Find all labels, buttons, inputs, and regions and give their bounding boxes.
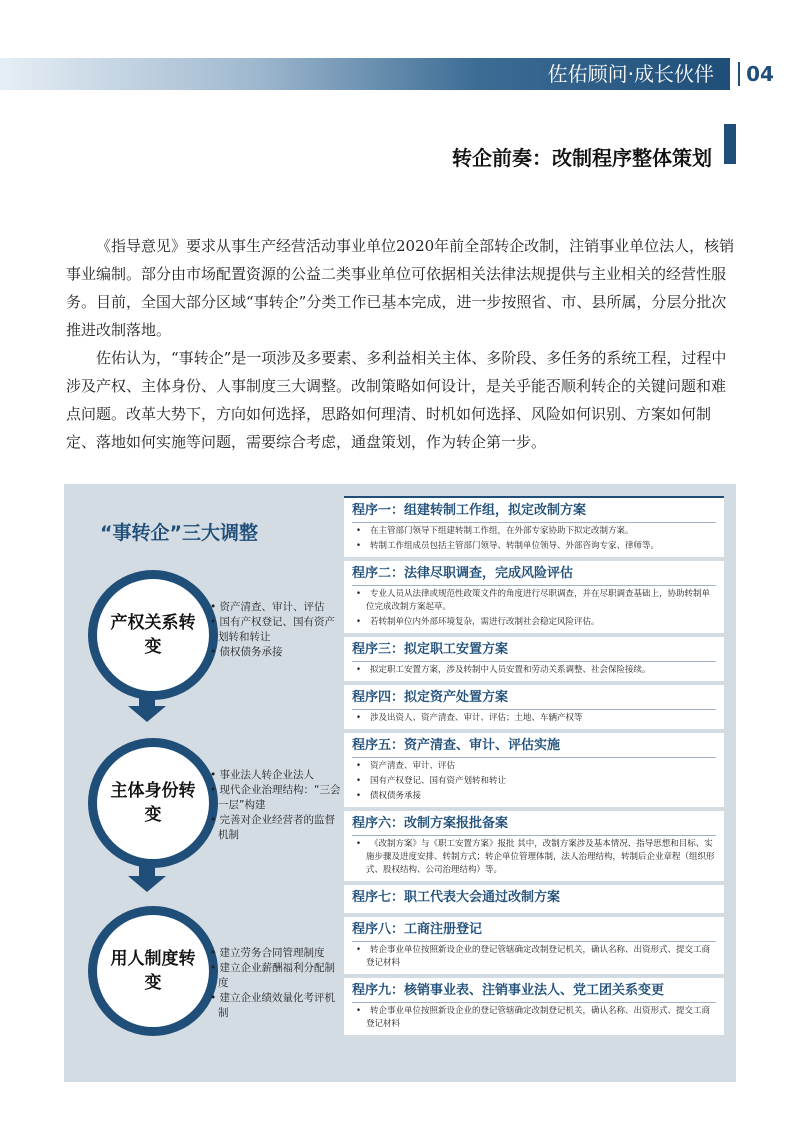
bullet-item: • 建立劳务合同管理制度 [210,947,325,959]
procedure-title: 程序七：职工代表大会通过改制方案 [352,890,561,905]
bullet-item: • 完善对企业经营者的监督机制 [210,814,336,841]
procedure-item: • 转制工作组成员包括主管部门领导、转制单位领导、外部咨询专家、律师等。 [352,540,716,553]
adjustment-circle-employment: 用人制度转变 [88,906,218,1036]
paragraph-1: 《指导意见》要求从事生产经营活动事业单位2020年前全部转企改制，注销事业单位法人，核销事业编制。部分由市场配置资源的公益二类事业单位可依据相关法律法规提供与主业相关的经营性服务。目前，全国大部分区域“事转企”分类工作已基本完成，进一步按照省、市、县所属，分层分批次推进改制落地。 [66,237,735,339]
procedure-title: 程序九：核销事业表、注销事业法人、党工团关系变更 [352,981,716,1003]
procedure-item: • 《改制方案》与《职工安置方案》报批 其中，改制方案涉及基本情况、指导思想和目标、实施步骤及进度安排、转制方式；转企单位管理体制，法人治理结构，转制后企业章程（组织形式、股权结构、公司治理结构）等。 [352,838,716,877]
procedure-title: 程序二：法律尽职调查，完成风险评估 [352,564,716,586]
procedure-item: • 债权债务承接 [352,790,716,803]
procedure-item: • 在主管部门领导下组建转制工作组，在外部专家协助下拟定改制方案。 [352,525,716,538]
bullet-item: • 建立企业薪酬福利分配制度 [210,962,336,989]
procedure-item: • 涉及出资人、资产清查、审计、评估；土地、车辆产权等 [352,712,716,725]
bullet-item: • 现代企业治理结构：“三会一层”构建 [210,784,341,811]
procedure-title: 程序八：工商注册登记 [352,920,716,942]
adjustment-circle-property: 产权关系转变 [88,570,218,700]
bullet-item: • 建立企业绩效量化考评机制 [210,992,336,1019]
adjustment-bullets-property [210,600,342,660]
section-title-bar [724,124,736,164]
procedure-box-4 [344,685,724,729]
bullet-item: • 事业法人转企业法人 [210,769,315,781]
procedure-title: 程序六：改制方案报批备案 [352,814,716,836]
procedure-item: • 转企事业单位按照新设企业的登记管辖确定改制登记机关，确认名称、出资形式、提交工商登记材料 [352,1005,716,1031]
procedure-box-2 [344,561,724,633]
page-number: 04 [738,58,782,90]
adjustment-bullets-identity [210,768,342,843]
procedure-item: • 转企事业单位按照新设企业的登记管辖确定改制登记机关，确认名称、出资形式、提交工商登记材料 [352,944,716,970]
bullet-item: • 资产清查、审计、评估 [210,601,325,613]
adjustment-bullets-employment [210,946,342,1021]
procedure-box-1 [344,496,724,557]
header-title: 佐佑顾问·成长伙伴 [547,62,714,86]
procedure-title: 程序四：拟定资产处置方案 [352,688,716,710]
section-title: 转企前奏：改制程序整体策划 [452,146,712,170]
procedure-box-7 [344,885,724,913]
procedure-title: 程序三：拟定职工安置方案 [352,640,716,662]
procedure-item: • 拟定职工安置方案，涉及转制中人员安置和劳动关系调整、社会保险接续。 [352,664,716,677]
header-band [0,58,730,90]
adjustment-panel [64,484,736,1082]
procedure-box-3 [344,637,724,681]
procedure-box-8 [344,917,724,974]
procedure-title: 程序一：组建转制工作组，拟定改制方案 [352,501,716,523]
down-arrow-icon [128,694,166,722]
procedure-box-6 [344,811,724,881]
procedure-title: 程序五：资产清查、审计、评估实施 [352,736,716,758]
procedure-box-9 [344,978,724,1035]
procedure-box-5 [344,733,724,807]
paragraph-2: 佐佑认为，“事转企”是一项涉及多要素、多利益相关主体、多阶段、多任务的系统工程，过程中涉及产权、主体身份、人事制度三大调整。改制策略如何设计，是关乎能否顺利转企的关键问题和难点问题。改革大势下，方向如何选择，思路如何理清、时机如何选择、风险如何识别、方案如何制定、落地如何实施等问题，需要综合考虑，通盘策划，作为转企第一步。 [66,349,727,451]
procedure-item: • 国有产权登记、国有资产划转和转让 [352,775,716,788]
bullet-item: • 国有产权登记、国有资产划转和转让 [210,616,336,643]
procedure-item: • 资产清查、审计、评估 [352,760,716,773]
adjustment-circle-identity: 主体身份转变 [88,738,218,868]
procedure-list [344,496,724,1039]
bullet-item: • 债权债务承接 [210,646,283,658]
panel-title: “事转企”三大调整 [100,522,258,544]
procedure-item: • 若转制单位内外部环境复杂，需进行改制社会稳定风险评估。 [352,616,716,629]
procedure-item: • 专业人员从法律或规范性政策文件的角度进行尽职调查，并在尽职调查基础上，协助转制单位完成改制方案起草。 [352,588,716,614]
down-arrow-icon [128,864,166,892]
